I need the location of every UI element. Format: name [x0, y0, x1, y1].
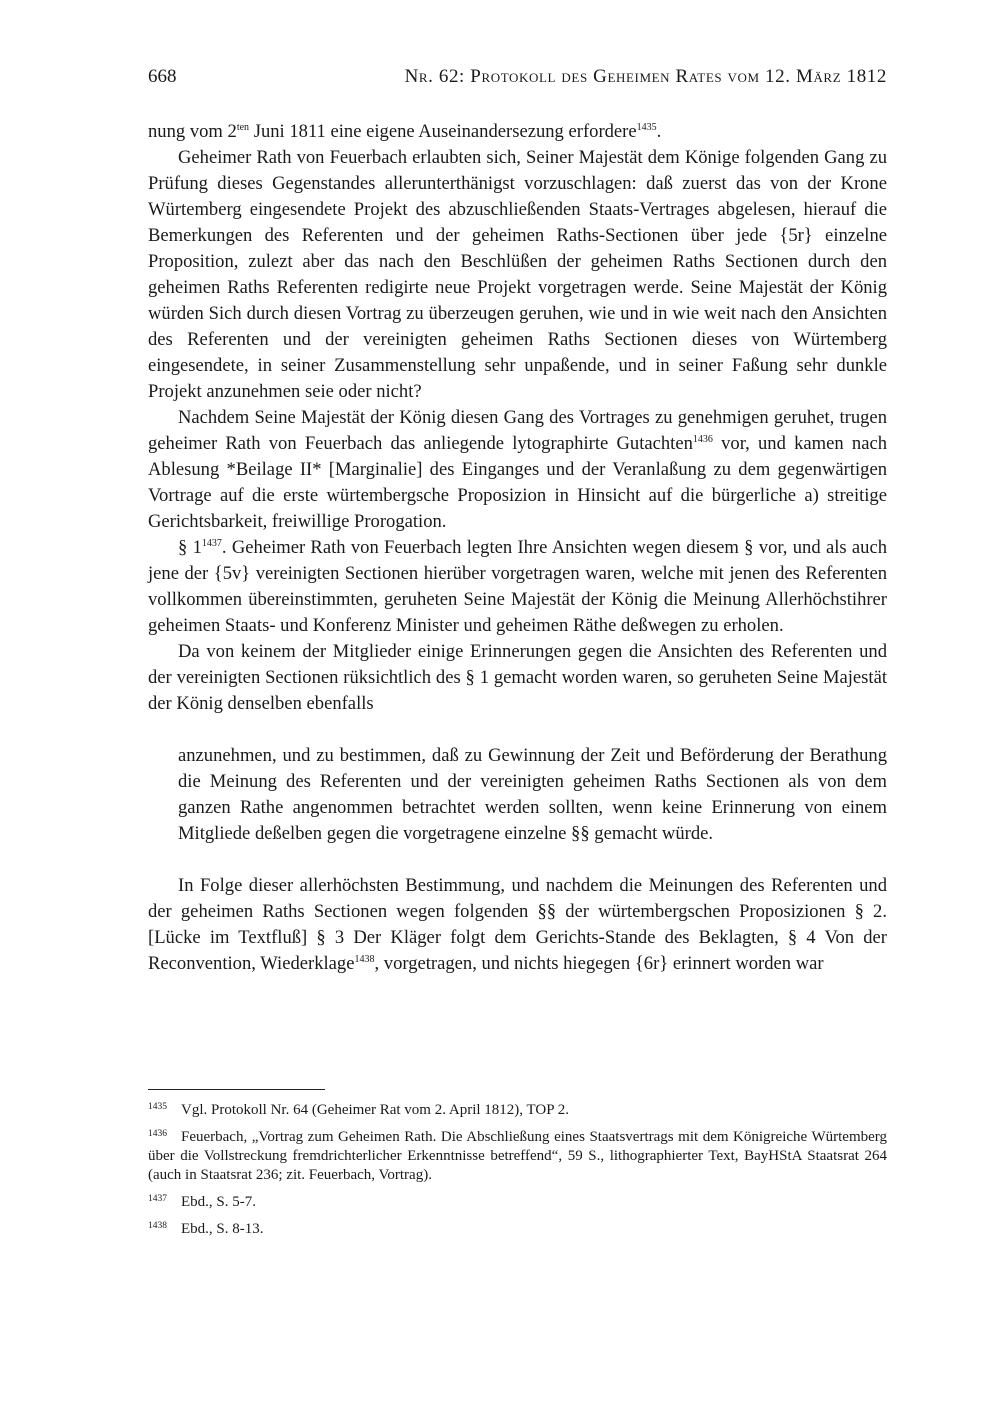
- superscript-ten: ten: [236, 122, 250, 133]
- footnotes: [148, 1101, 887, 1247]
- footnote: [148, 1220, 887, 1239]
- footnote-text: Feuerbach, „Vortrag zum Geheimen Rath. Die Abschließung eines Staatsvertrags mit dem Königreiche Würtemberg über die Vollstreckung fremdrichterlicher Erkenntnisse betreffend“, 59 S., lithographierter Text, BayHStA Staatsrat 264 (auch in Staatsrat 236; zit. Feuerbach, Vortrag).: [148, 1129, 887, 1183]
- page-header: [148, 66, 887, 92]
- indented-block: anzunehmen, und zu bestimmen, daß zu Gewinnung der Zeit und Beförderung der Berathung die Meinung des Referenten und der vereinigten geheimen Raths Sectionen als von dem ganzen Rathe angenommen betrachtet werden sollten, wenn keine Erinnerung von einem Mitgliede deßelben gegen die vorgetragene einzelne §§ gemacht würde.: [178, 745, 887, 844]
- footnote-number: 1435: [148, 1102, 167, 1112]
- footnote-ref-1436: 1436: [692, 434, 713, 445]
- footnote: [148, 1101, 887, 1120]
- footnote: [148, 1193, 887, 1212]
- paragraph-4: § $1^{1437}$. Geheimer Rath von Feuerbach legten Ihre Ansichten wegen diesem § vor, und als auch jene der {5v} vereinigten Sectionen hierüber vorgetragen waren, welche mit jenen des Referenten vollkommen übereinstimmten, geruheten Seine Majestät der König die Meinung Allerhöchstihrer geheimen Staats- und Konferenz Minister und geheimen Räthe deßwegen zu erholen.: [148, 537, 887, 636]
- footnote-number: 1438: [148, 1221, 167, 1231]
- footnote-number: 1436: [148, 1129, 167, 1139]
- main-text: [148, 119, 887, 977]
- page-number: 668: [148, 66, 177, 87]
- footnote-divider: [148, 1089, 325, 1090]
- footnote-ref-1438: 1438: [354, 954, 375, 965]
- paragraph-1: nung vom $2^{ten}$ Juni 1811 eine eigene Auseinandersezung erfordere$^{1435}$.: [148, 121, 662, 142]
- footnote: [148, 1128, 887, 1185]
- footnote-number: 1437: [148, 1194, 167, 1204]
- footnote-text: Ebd., S. 5-7.: [181, 1194, 256, 1210]
- footnote-ref-1437: 1437: [201, 538, 222, 549]
- footnote-text: Ebd., S. 8-13.: [181, 1221, 264, 1237]
- footnote-ref-1435: 1435: [636, 122, 657, 133]
- paragraph-6: In Folge dieser allerhöchsten Bestimmung, und nachdem die Meinungen des Referenten und der geheimen Raths Sectionen wegen folgenden §§ der würtembergschen Proposizionen § 2. [Lücke im Textfluß] § 3 Der Kläger folgt dem Gerichts-Stande des Beklagten, § 4 Von der Reconvention, Wiederklage$^{1438}$, vorgetragen, und nichts hiegegen {6r} erinnert worden war: [148, 875, 887, 974]
- paragraph-3: Nachdem Seine Majestät der König diesen Gang des Vortrages zu genehmigen geruhet, trugen geheimer Rath von Feuerbach das anliegende lytographirte Gutachten$^{1436}$ vor, und kamen nach Ablesung *Beilage II* [Marginalie] des Einganges und der Veranlaßung zu dem gegenwärtigen Vortrage auf die erste würtembergsche Proposizion in Hinsicht auf die bürgerliche a) streitige Gerichtsbarkeit, freiwillige Prorogation.: [148, 407, 887, 532]
- footnote-text: Vgl. Protokoll Nr. 64 (Geheimer Rat vom 2. April 1812), TOP 2.: [181, 1102, 570, 1118]
- paragraph-5: Da von keinem der Mitglieder einige Erinnerungen gegen die Ansichten des Referenten und der vereinigten Sectionen rüksichtlich des § 1 gemacht worden waren, so geruheten Seine Majestät der König denselben ebenfalls: [148, 641, 887, 714]
- running-head: Nr. 62: Protokoll des Geheimen Rates vom 12. März 1812: [404, 66, 887, 87]
- paragraph-2: Geheimer Rath von Feuerbach erlaubten sich, Seiner Majestät dem Könige folgenden Gang zu Prüfung dieses Gegenstandes allerunterthänigst vorzuschlagen: daß zuerst das von der Krone Würtemberg eingesendete Projekt des abzuschließenden Staats-Vertrages abgelesen, hierauf die Bemerkungen des Referenten und der geheimen Raths-Sectionen über jede {5r} einzelne Proposition, zulezt aber das nach den Beschlüßen der geheimen Raths Sectionen durch den geheimen Raths Referenten redigirte neue Projekt vorgetragen werde. Seine Majestät der König würden Sich durch diesen Vortrag zu überzeugen geruhen, wie und in wie weit nach den Ansichten des Referenten und der vereinigten geheimen Raths Sectionen dieses von Würtemberg eingesendete, in seiner Zusammenstellung sehr unpaßende, und in seiner Faßung sehr dunkle Projekt anzunehmen seie oder nicht?: [148, 147, 887, 402]
